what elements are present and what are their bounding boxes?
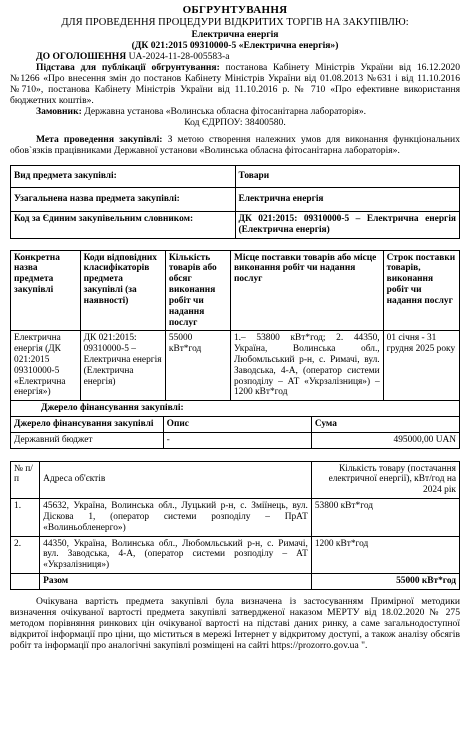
announcement-label: ДО ОГОЛОШЕННЯ [36,50,127,62]
table-row [11,499,460,536]
customer-edrpou: Код ЄДРПОУ: 38400580. [184,116,286,128]
table-cell: 01 січня - 31 грудня 2025 року [383,331,459,401]
table-row [11,166,460,188]
subject-label: Вид предмета закупівлі: [11,166,236,188]
funding-caption-row [11,401,460,416]
table-cell: 55000 кВт*год [165,331,230,401]
procurement-code: (ДК 021:2015 09310000-5 «Електрична енергія») [131,39,339,51]
column-header: № п/п [11,461,40,498]
table-header-row [11,417,460,433]
footer-paragraph: Очікувана вартість предмета закупівлі була визначена із застосуванням Примірної методики визначення очікуваної вартості предмета закупівлі затвердженої наказом МЕРТУ від 18.02.2020 № 275 методом порівняння ринкових цін очікуваної вартості на підставі даних ринку, а саме загальнодоступної відкритої інформації про ціни, що міститься в мережі Інтернет у відкритому доступі, а також аналізу обсягів робіт та інформації про аналогічні закупівлі розміщені на сайті https://prozorro.gov.ua ". [10,595,460,651]
subject-value: Електрична енергія [235,188,460,212]
basis-text: постанова Кабінету Міністрів України від 16.12.2020 №1266 «Про внесення змін до постанов Кабінету Міністрів України від 01.08.2013 №631 і від 11.10.2016 №710», постанова Кабінету Міністрів України від 11.10.2016 р. № 710 «Про ефективне використання бюджетних коштів». [10,61,461,106]
customer-paragraph [10,106,460,117]
table-row [11,432,460,448]
table-row [11,188,460,212]
subject-label: Узагальнена назва предмета закупівлі: [11,188,236,212]
purpose-label: Мета проведення закупівлі: [36,133,163,145]
row-address: 45632, Україна, Волинська обл., Луцький р-н, с. Зміїнець, вул. Діскова 1, (оператор системи розподілу – ПрАТ «Волиньобленерго») [40,499,312,536]
column-header: Джерело фінансування закупівлі [11,417,164,433]
customer-label: Замовник: [36,105,82,117]
funding-caption: Джерело фінансування закупівлі: [11,401,460,416]
column-header: Строк поставки товарів, виконання робіт чи надання послуг [383,250,459,331]
subject-label: Код за Єдиним закупівельним словником: [11,212,236,239]
column-header: Опис [163,417,311,433]
column-header: Коди відповідних класифікаторів предмета закупівлі (за наявності) [80,250,165,331]
doc-subtitle: ДЛЯ ПРОВЕДЕННЯ ПРОЦЕДУРИ ВІДКРИТИХ ТОРГІВ НА ЗАКУПІВЛЮ: [61,16,409,28]
column-header: Конкретна назва предмета закупівлі [11,250,81,331]
addresses-table [10,461,460,590]
funding-table [10,401,460,448]
row-number: 1. [11,499,40,536]
row-number: 2. [11,536,40,573]
purpose-paragraph [10,134,460,156]
table-row [11,331,460,401]
total-value: 55000 кВт*год [311,573,459,589]
row-address: 44350, Україна, Волинська обл., Любомльський р-н, с. Римачі, вул. Заводська, 4-А, (оператор системи розподілу – АТ «Укрзалізниця») [40,536,312,573]
total-row [11,573,460,589]
announcement-line [10,51,460,62]
table-header-row [11,250,460,331]
table-cell: - [163,432,311,448]
customer-text: Державна установа «Волинська обласна фітосанітарна лабораторія». [81,105,367,117]
table-cell: Електрична енергія (ДК 021:2015 09310000-5 «Електрична енергія») [11,331,81,401]
table-cell: Державний бюджет [11,432,164,448]
column-header: Кількість товару (постачання електричної енергії), кВт/год на 2024 рік [311,461,459,498]
table-row [11,212,460,239]
purpose-text: З метою створення належних умов для виконання функціональних обов`язків працівниками Державної установи «Волинська обласна фітосанітарна лабораторія». [10,133,460,157]
announcement-id: UA-2024-11-28-005583-a [128,50,230,62]
subject-table [10,165,460,239]
table-row [11,536,460,573]
table-header-row [11,461,460,498]
subject-value: ДК 021:2015: 09310000-5 – Електрична енергія (Електрична енергія) [235,212,460,239]
subject-value: Товари [235,166,460,188]
table-cell: 1.– 53800 кВт*год; 2. 44350, Україна, Волинська обл., Любомльський р-н, с. Римачі, вул. Заводська, 4-А, (оператор системи розподілу – АТ «Укрзалізниця») – 1200 кВт*год [230,331,383,401]
column-header: Кількість товарів або обсяг виконання робіт чи надання послуг [165,250,230,331]
column-header: Місце поставки товарів або місце виконання робіт чи надання послуг [230,250,383,331]
table-cell: 495000,00 UAN [311,432,459,448]
column-header: Сума [311,417,459,433]
total-label: Разом [40,573,312,589]
doc-title: ОБГРУНТУВАННЯ [182,4,288,16]
row-quantity: 53800 кВт*год [311,499,459,536]
items-table [10,250,460,402]
row-quantity: 1200 кВт*год [311,536,459,573]
total-spacer [11,573,40,589]
basis-paragraph [10,62,460,106]
table-cell: ДК 021:2015: 09310000-5 – Електрична енергія (Електрична енергія) [80,331,165,401]
column-header: Адреса об'єктів [40,461,312,498]
basis-label: Підстава для публікації обгрунтування: [36,61,220,73]
procurement-subject: Електрична енергія [191,28,279,40]
